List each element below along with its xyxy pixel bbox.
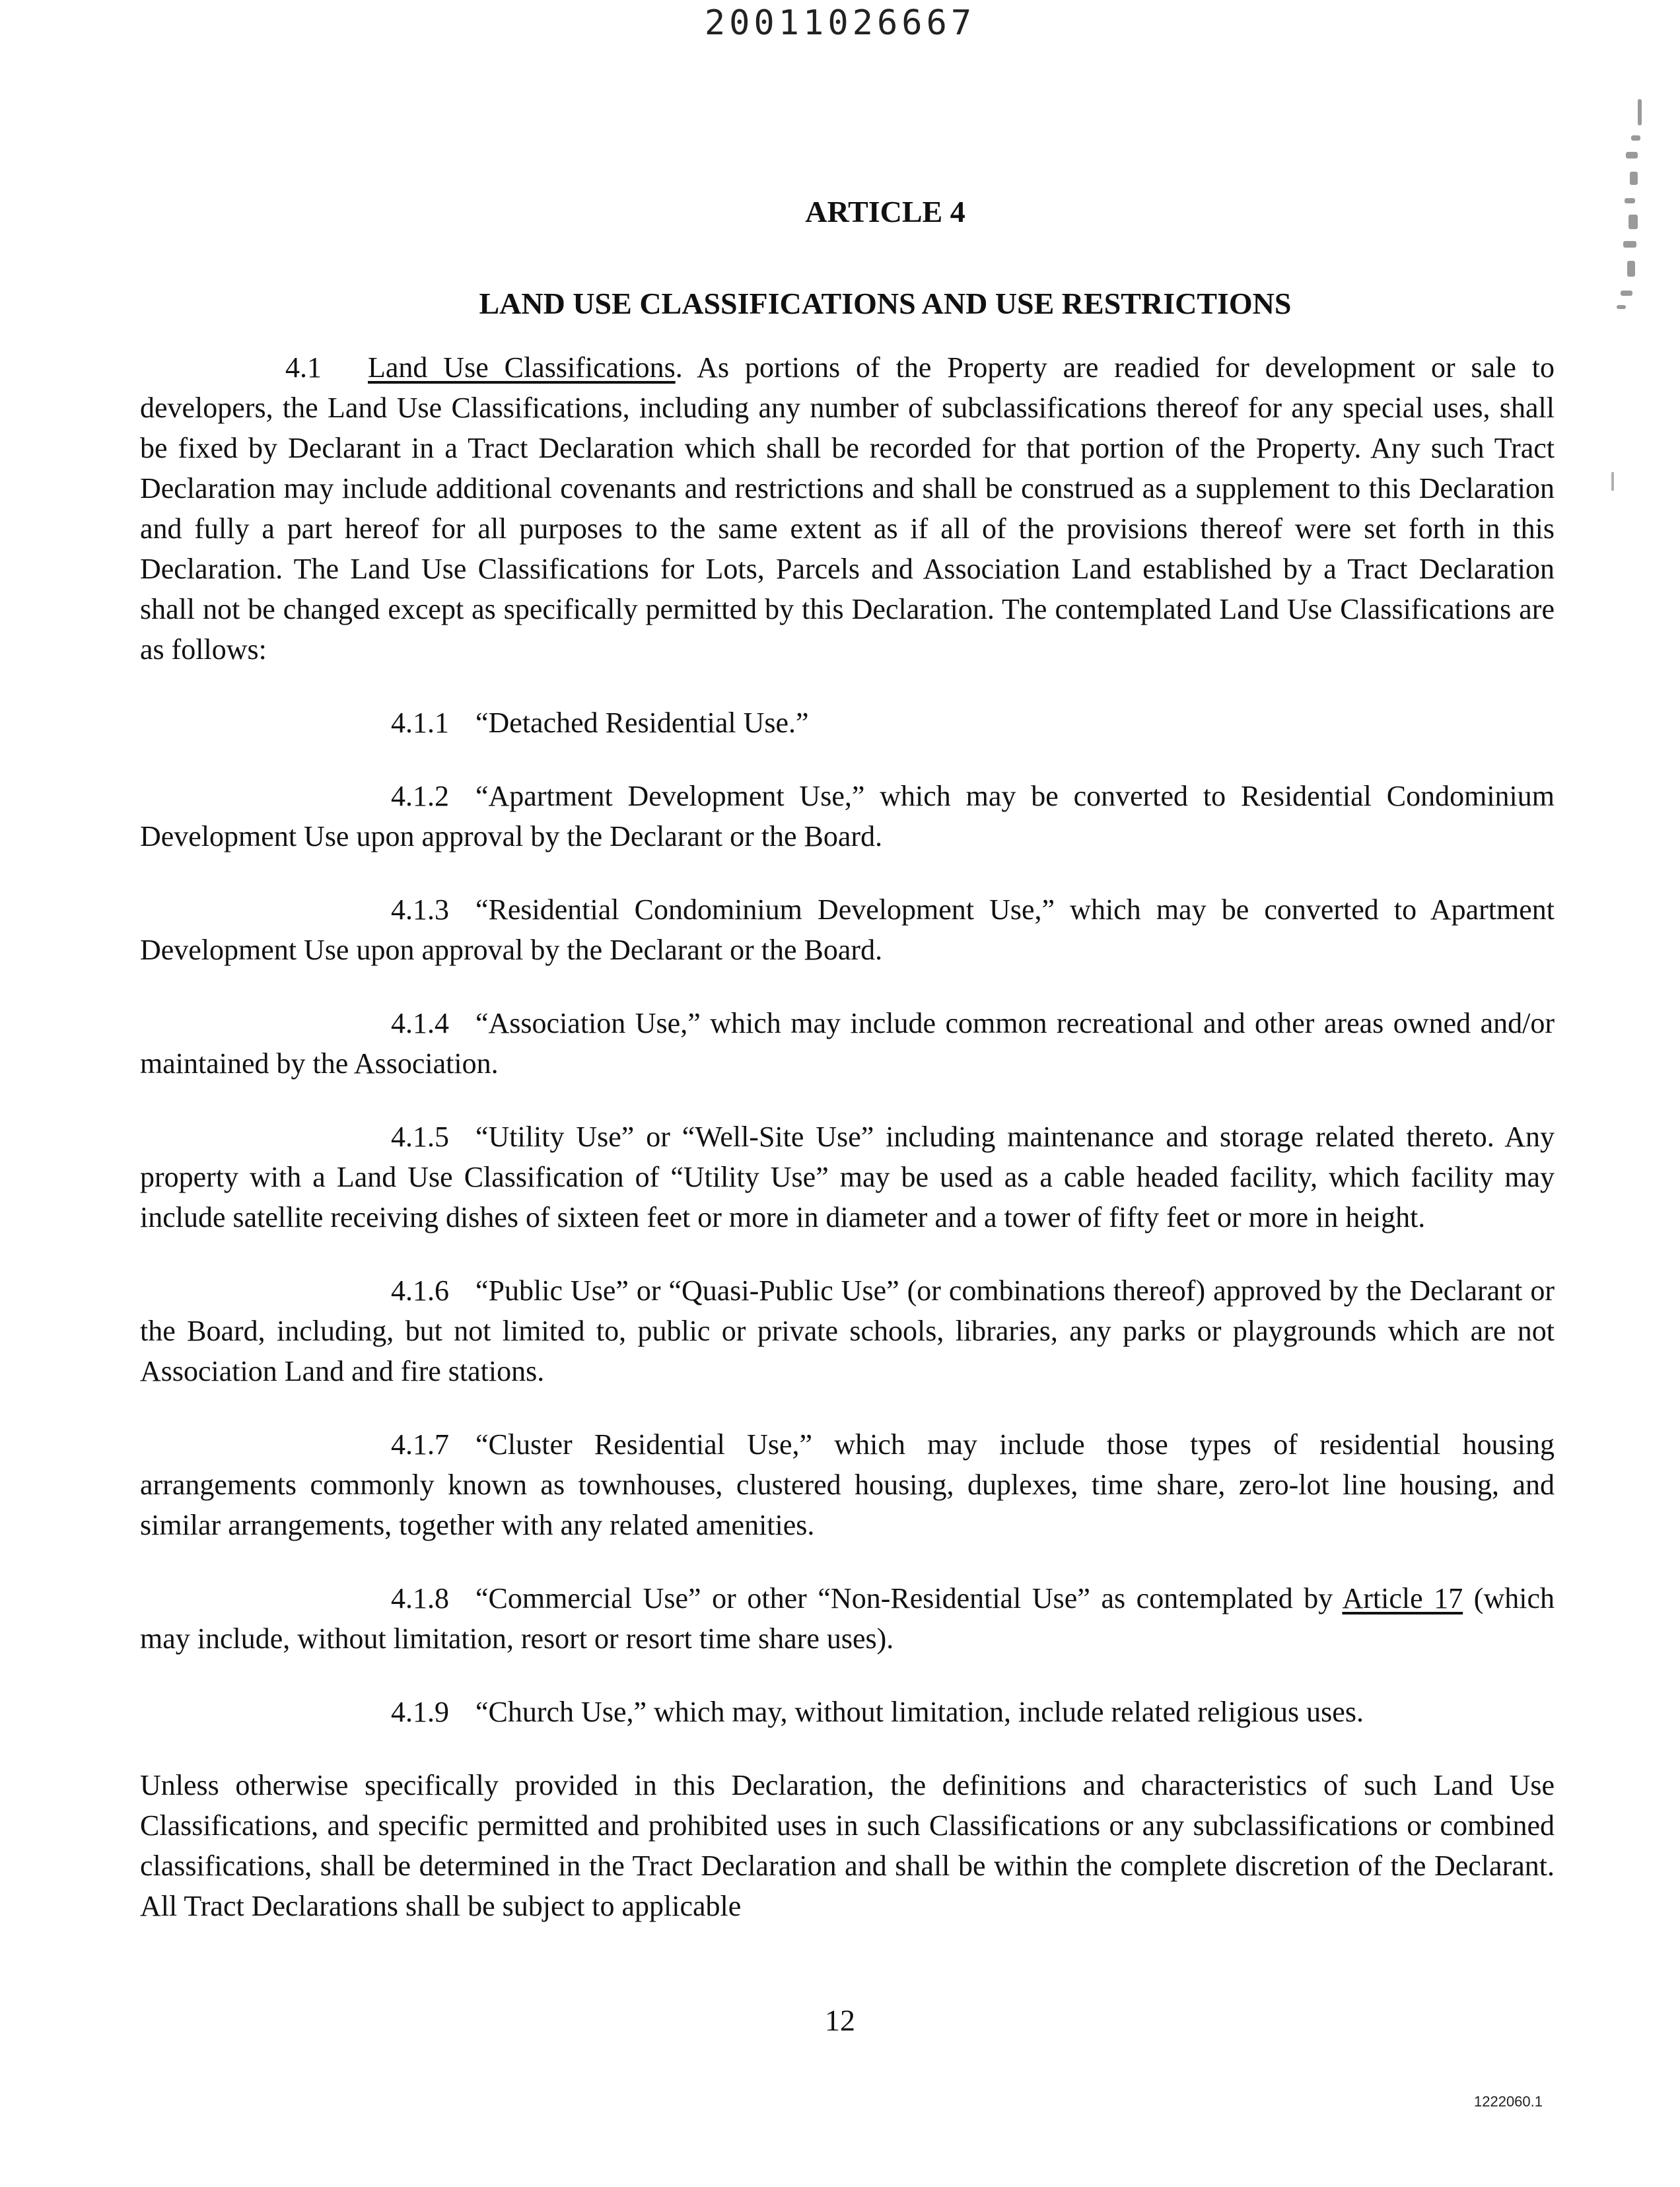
subsection-text: “Apartment Development Use,” which may be converted to Residential Condominium Development Use upon approval by the Declarant or the Board.: [140, 780, 1555, 852]
section-4-1-paragraph: [140, 347, 1555, 670]
document-id: 1222060.1: [1474, 2093, 1543, 2110]
recording-number: 20011026667: [704, 3, 976, 43]
scan-mark: [1611, 472, 1614, 491]
subsection-number: 4.1.6: [391, 1274, 449, 1307]
subsection-text: “Public Use” or “Quasi-Public Use” (or combinations thereof) approved by the Declarant or the Board, including, but not limited to, public or private schools, libraries, any parks or playgrounds which are not Association Land and fire stations.: [140, 1274, 1555, 1387]
subsection-number: 4.1.3: [391, 893, 449, 926]
subsection-number: 4.1.9: [391, 1696, 449, 1728]
subsection-text: “Church Use,” which may, without limitation, include related religious uses.: [475, 1696, 1364, 1728]
subsection-4-1-3: [140, 889, 1555, 970]
subsection-number: 4.1.2: [391, 780, 449, 812]
subsection-text: “Detached Residential Use.”: [475, 707, 809, 739]
subsection-text: “Association Use,” which may include common recreational and other areas owned and/or maintained by the Association.: [140, 1007, 1555, 1080]
subsection-number: 4.1.8: [391, 1582, 449, 1614]
subsection-number: 4.1.1: [391, 707, 449, 739]
article-number: ARTICLE 4: [805, 195, 965, 228]
section-heading: Land Use Classifications: [368, 351, 676, 384]
subsection-4-1-5: [140, 1117, 1555, 1237]
subsection-4-1-1: [140, 703, 1555, 743]
page-number: 12: [825, 2003, 855, 2037]
document-body: [140, 191, 1555, 1926]
subsection-4-1-8: [140, 1578, 1555, 1659]
subsection-number: 4.1.5: [391, 1121, 449, 1153]
closing-paragraph: Unless otherwise specifically provided in this Declaration, the definitions and characteristics of such Land Use Classifications, and specific permitted and prohibited uses in such Classifications or any subclassifications or combined classifications, shall be determined in the Tract Declaration and shall be within the complete discretion of the Declarant. All Tract Declarations shall be subject to applicable: [140, 1769, 1555, 1922]
subsection-text: “Commercial Use” or other “Non-Residential Use” as contemplated by: [475, 1582, 1343, 1614]
subsection-text-continued: (which may include, without limitation, resort or resort time share uses).: [140, 1582, 1555, 1655]
section-number: 4.1: [285, 351, 322, 384]
subsection-text: “Cluster Residential Use,” which may include those types of residential housing arrangements commonly known as townhouses, clustered housing, duplexes, time share, zero-lot line housing, and similar arrangements, together with any related amenities.: [140, 1428, 1555, 1541]
subsection-4-1-9: [140, 1692, 1555, 1732]
section-body-text: As portions of the Property are readied for development or sale to developers, the Land Use Classifications, including any number of subclassifications thereof for any special uses, shall be fixed by Declarant in a Tract Declaration which shall be recorded for that portion of the Property. Any such Tract Declaration may include additional covenants and restrictions and shall be construed as a supplement to this Declaration and fully a part hereof for all purposes to the same extent as if all of the provisions thereof were set forth in this Declaration. The Land Use Classifications for Lots, Parcels and Association Land established by a Tract Declaration shall not be changed except as specifically permitted by this Declaration. The contemplated Land Use Classifications are as follows:: [140, 351, 1555, 666]
article-17-reference: Article 17: [1342, 1582, 1463, 1614]
subsection-text: “Utility Use” or “Well-Site Use” including maintenance and storage related thereto. Any property with a Land Use Classification of “Utility Use” may be used as a cable headed facility, which facility may include satellite receiving dishes of sixteen feet or more in diameter and a tower of fifty feet or more in height.: [140, 1121, 1555, 1233]
section-heading-end: .: [675, 351, 683, 384]
subsection-number: 4.1.4: [391, 1007, 449, 1039]
subsection-4-1-6: [140, 1270, 1555, 1391]
subsection-text: “Residential Condominium Development Use,” which may be converted to Apartment Development Use upon approval by the Declarant or the Board.: [140, 893, 1555, 966]
scan-margin-artifact: [1611, 99, 1651, 317]
subsection-4-1-2: [140, 776, 1555, 856]
article-title: LAND USE CLASSIFICATIONS AND USE RESTRICTIONS: [479, 287, 1292, 320]
subsection-4-1-7: [140, 1424, 1555, 1545]
subsection-number: 4.1.7: [391, 1428, 449, 1461]
subsection-4-1-4: [140, 1003, 1555, 1084]
